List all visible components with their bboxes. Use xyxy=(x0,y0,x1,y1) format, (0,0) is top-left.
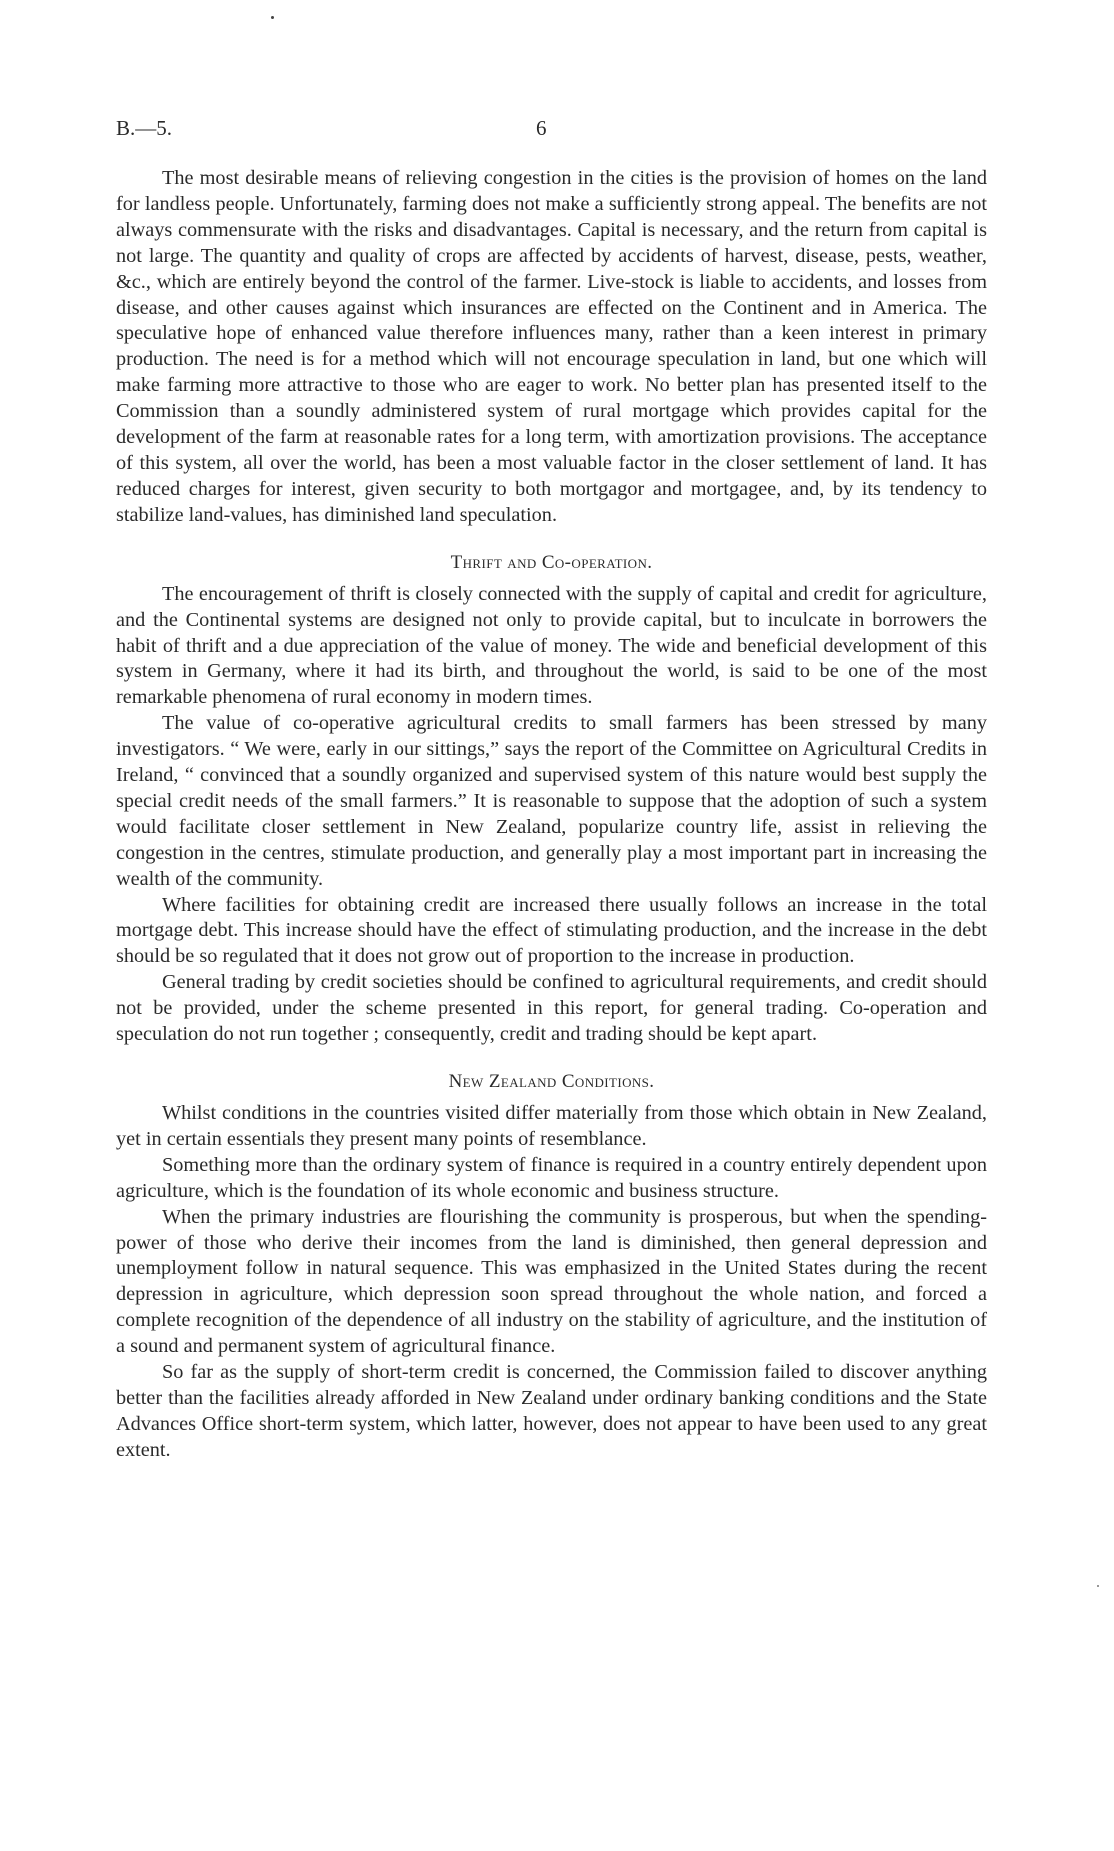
paragraph: Whilst conditions in the countries visited differ materially from those which obtain in New Zealand, yet in certain essentials they present many points of resemblance. xyxy=(116,1102,987,1150)
paragraph: General trading by credit societies should be confined to agricultural requirements, and credit should not be provided, under the scheme presented in this report, for general trading. Co-operation and speculation do not run together ; consequently, credit and trading should be kept apart. xyxy=(116,971,987,1046)
document-reference: B.—5. xyxy=(116,116,173,140)
paragraph: Where facilities for obtaining credit are increased there usually follows an increase in the total mortgage debt. This increase should have the effect of stimulating production, and the increase in the debt should be so regulated that it does not grow out of proportion to the increase in production. xyxy=(116,893,987,968)
paragraph: When the primary industries are flourishing the community is prosperous, but when the spending-power of those who derive their incomes from the land is diminished, then general depression and unemployment follow in natural sequence. This was emphasized in the United States during the recent depression in agriculture, which depression soon spread throughout the whole nation, and forced a complete recognition of the dependence of all industry on the stability of agriculture, and the institution of a sound and permanent system of agricultural finance. xyxy=(116,1205,987,1358)
paragraph: Something more than the ordinary system of finance is required in a country entirely dependent upon agriculture, which is the foundation of its whole economic and business structure. xyxy=(116,1153,987,1202)
paragraph: The encouragement of thrift is closely connected with the supply of capital and credit for agriculture, and the Continental systems are designed not only to provide capital, but to inculcate in borrowers the habit of thrift and a due appreciation of the value of money. The wide and beneficial development of this system in Germany, where it had its birth, and throughout the world, is said to be one of the most remarkable phenomena of rural economy in modern times. xyxy=(116,582,987,709)
scan-speck xyxy=(1097,1585,1099,1587)
scan-speck xyxy=(271,16,274,19)
page-number: 6 xyxy=(536,116,547,140)
section-heading-thrift: Thrift and Co-operation. xyxy=(450,551,653,573)
section-heading-nz-conditions: New Zealand Conditions. xyxy=(448,1071,655,1092)
paragraph: The value of co-operative agricultural credits to small farmers has been stressed by many investigators. “ We were, early in our sittings,” says the report of the Committee on Agricultural Credits in Ireland, “ convinced that a soundly organized and supervised system of this nature would best supply the special credit needs of the small farmers.” It is reasonable to suppose that the adoption of such a system would facilitate closer settlement in New Zealand, popularize country life, assist in relieving the congestion in the centres, stimulate production, and generally play a most important part in increasing the wealth of the community. xyxy=(116,712,987,890)
running-header xyxy=(116,116,987,142)
paragraph: The most desirable means of relieving congestion in the cities is the provision of homes on the land for landless people. Unfortunately, farming does not make a sufficiently strong appeal. The benefits are not always commensurate with the risks and disadvantages. Capital is necessary, and the return from capital is not large. The quantity and quality of crops are affected by accidents of harvest, disease, pests, weather, &c., which are entirely beyond the control of the farmer. Live-stock is liable to accidents, and losses from disease, and other causes against which insurances are effected on the Continent and in America. The speculative hope of enhanced value therefore influences many, rather than a keen interest in primary production. The need is for a method which will not encourage speculation in land, but one which will make farming more attractive to those who are eager to work. No better plan has presented itself to the Commission than a soundly administered system of rural mortgage which provides capital for the development of the farm at reasonable rates for a long term, with amortization provisions. The acceptance of this system, all over the world, has been a most valuable factor in the closer settlement of land. It has reduced charges for interest, given security to both mortgagor and mortgagee, and, by its tendency to stabilize land-values, has diminished land speculation. xyxy=(116,167,987,526)
body-text xyxy=(116,166,987,1464)
paragraph: So far as the supply of short-term credit is concerned, the Commission failed to discover anything better than the facilities already afforded in New Zealand under ordinary banking conditions and the State Advances Office short-term system, which latter, however, does not appear to have been used to any great extent. xyxy=(116,1361,987,1461)
